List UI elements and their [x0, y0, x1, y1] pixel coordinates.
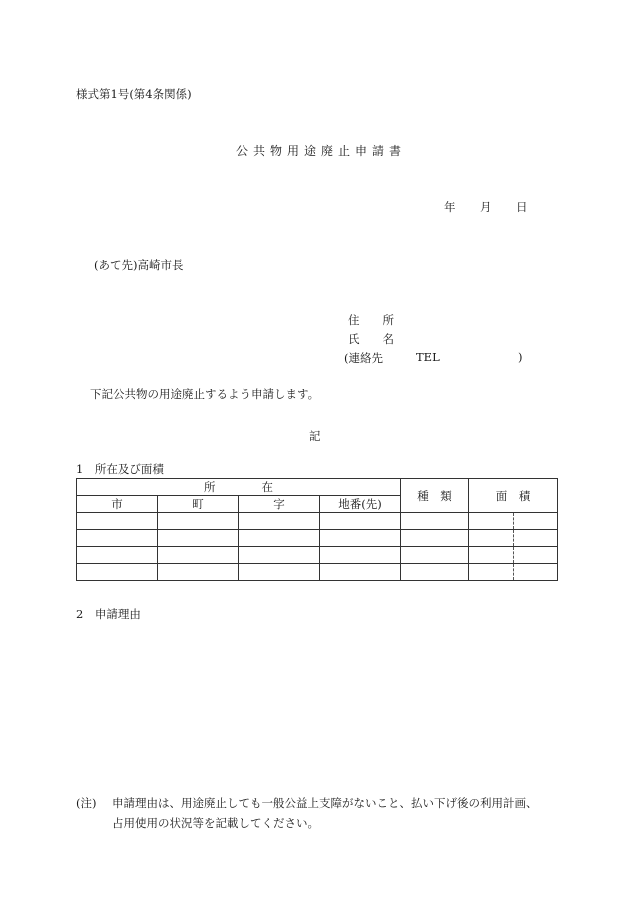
section2-heading: 2 申請理由	[76, 607, 141, 621]
form-number: 様式第1号(第4条関係)	[76, 87, 192, 101]
table-row	[77, 547, 558, 564]
cell-aza[interactable]	[239, 564, 320, 581]
note-line-1: 申請理由は、用途廃止しても一般公益上支障がないこと、払い下げ後の利用計画、	[112, 796, 538, 810]
date-year-label: 年	[444, 200, 456, 214]
cell-city[interactable]	[77, 513, 158, 530]
header-town: 町	[158, 496, 239, 513]
cell-city[interactable]	[77, 547, 158, 564]
header-type: 種 類	[401, 479, 469, 513]
cell-lot[interactable]	[320, 513, 401, 530]
cell-aza[interactable]	[239, 513, 320, 530]
header-lot: 地番(先)	[320, 496, 401, 513]
cell-type[interactable]	[401, 564, 469, 581]
cell-town[interactable]	[158, 547, 239, 564]
cell-lot[interactable]	[320, 564, 401, 581]
cell-city[interactable]	[77, 564, 158, 581]
ki-mark: 記	[309, 429, 321, 443]
tel-label: TEL	[416, 350, 440, 364]
header-city: 市	[77, 496, 158, 513]
cell-area[interactable]	[469, 513, 558, 530]
cell-town[interactable]	[158, 513, 239, 530]
cell-lot[interactable]	[320, 530, 401, 547]
cell-lot[interactable]	[320, 547, 401, 564]
cell-type[interactable]	[401, 513, 469, 530]
cell-city[interactable]	[77, 530, 158, 547]
cell-town[interactable]	[158, 530, 239, 547]
table-row	[77, 530, 558, 547]
location-area-table	[76, 478, 558, 581]
section1-heading: 1 所在及び面積	[76, 462, 164, 476]
table-row	[77, 513, 558, 530]
addressee: (あて先)高崎市長	[94, 258, 184, 272]
header-area: 面 積	[469, 479, 558, 513]
header-location: 所 在	[77, 479, 401, 496]
request-text: 下記公共物の用途廃止するよう申請します。	[90, 387, 320, 401]
cell-area[interactable]	[469, 530, 558, 547]
cell-area[interactable]	[469, 564, 558, 581]
cell-aza[interactable]	[239, 547, 320, 564]
cell-type[interactable]	[401, 547, 469, 564]
cell-aza[interactable]	[239, 530, 320, 547]
address-label: 住 所	[348, 313, 394, 327]
cell-area[interactable]	[469, 547, 558, 564]
header-aza: 字	[239, 496, 320, 513]
cell-town[interactable]	[158, 564, 239, 581]
cell-type[interactable]	[401, 530, 469, 547]
contact-label: (連絡先	[344, 351, 383, 365]
name-label: 氏 名	[348, 332, 394, 346]
note-label: (注)	[76, 796, 97, 810]
page-title: 公共物用途廃止申請書	[236, 144, 407, 158]
date-day-label: 日	[516, 200, 528, 214]
table-row	[77, 564, 558, 581]
contact-close-paren: )	[518, 350, 523, 364]
date-month-label: 月	[480, 200, 492, 214]
note-line-2: 占用使用の状況等を記載してください。	[112, 816, 319, 830]
